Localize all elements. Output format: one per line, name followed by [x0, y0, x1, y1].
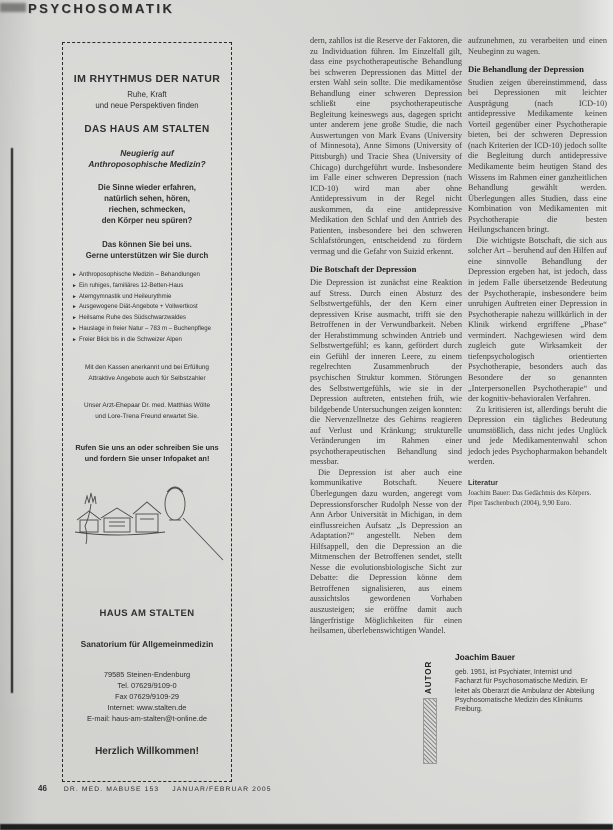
ad-cando-line: Gerne unterstützen wir Sie durch — [85, 251, 209, 260]
ad-email: E-mail: haus-am-stalten@t-online.de — [86, 713, 208, 723]
article-paragraph: dern, zahllos ist die Reserve der Faktoren, die zu Individuation führen. Im Einzelfall gilt, dass eine psychotherapeutische Behandlung bei schweren Depressionen das Mittel der ersten Wahl sein sollte. Die medikamentöse Behandlung einer schweren Depression schließt eine psychotherapeutische Begleitung keineswegs aus, dagegen spricht unter anderem jene große Studie, die nach Auswertungen von Mark Evans (University of Minnesota), Anne Simons (University of Pittsburgh) und Tracie Shea (University of Chicago) durchgeführt wurde. Insbesondere im Falle einer schweren Depression (nach ICD-10) wird man aber ohne Antidepressivum in der Regel nicht auskommen, da eine antidepressive Medikation den Schlaf und den Antrieb des Patienten, insbesondere bei den schweren Schlafstörungen, entscheidend zu fördern vermag und die Gefahr von Suizid erkennt. — [310, 36, 462, 256]
arrow-icon: ► — [72, 304, 77, 311]
advert-box — [62, 42, 232, 782]
arrow-icon: ► — [72, 282, 77, 289]
ad-kassen-line: Mit den Kassen anerkannt und bei Erfüllung — [85, 363, 209, 371]
ad-call-line: und fordern Sie unser Infopaket an! — [84, 453, 210, 463]
ad-bullet-item — [72, 270, 222, 281]
ad-question-line: Anthroposophische Medizin? — [88, 159, 206, 169]
ad-bullet-text: Ausgewogene Diät-Angebote + Vollwertkost — [78, 303, 198, 311]
ad-team-line: und Lore-Trena Freund erwartet Sie. — [95, 412, 199, 420]
ad-sanatorium-type: Sanatorium für Allgemeinmedizin — [80, 638, 214, 649]
ad-bullet-text: Anthroposophische Medizin – Behandlungen — [78, 271, 200, 278]
ad-kassen-line: Attraktive Angebote auch für Selbstzahler — [88, 374, 206, 382]
article-paragraph: Die wichtigste Botschaft, die sich aus solcher Art – beruhend auf den Hilfen auf eine sinnvolle Behandlung der Depression ergeben hat, ist jedoch, dass in jedem Falle übersetzende Bedeutung der Psychotherapie, insbesondere beim unruhigen Auftreten einer Depression in Psychotherapie nahezu willkürlich in der Klinik wirkend ergriffene „Phase“ vermindert. Nachgewiesen wird dem zugleich gute Wirksamkeit der tiefenpsychologisch orientierten Psychotherapie, besonders auch das Besondere der so genannten „Interpersonellen Psychotherapie“ und der kognitiv-behavioralen Verfahren. — [468, 235, 607, 404]
author-name: Joachim Bauer — [455, 652, 516, 662]
arrow-icon: ► — [72, 336, 77, 343]
ad-bullet-text: Atemgymnastik und Heileurythmie — [78, 292, 172, 300]
ad-senses-line: den Körper neu spüren? — [101, 216, 193, 225]
scan-smudge — [0, 3, 26, 12]
ad-phone: Tel. 07629/9109-0 — [117, 680, 177, 690]
article-paragraph: aufzunehmen, zu verarbeiten und einen Neubeginn zu wagen. — [468, 36, 607, 56]
ad-sanatorium-name: HAUS AM STALTEN — [99, 607, 195, 619]
article-paragraph: Die Depression ist aber auch eine kommunikative Botschaft. Neuere Überlegungen dazu wurden, angeregt vom Depressionsforscher Rudolph Nesse von der Ann Arbor Universität in Michigan, in dem einflussreichen Aufsatz „Is Depression an Adaptation?“ angestellt. Neben dem Hilfsappell, den die Depression an die Mitmenschen der Betroffenen sendet, stellt Nesse die evolutionsbiologische Sicht zur Debatte: die Depression könne dem Betroffenen signalisieren, aus einem aussichtslos gewordenen Vorhaben auszusteigen; sie eröffne damit auch längerfristige Möglichkeiten für einen heilsamen, überlebenswichtigen Wandel. — [310, 467, 462, 636]
ad-bullet-text: Ein ruhiges, familiäres 12-Betten-Haus — [78, 281, 184, 289]
article-paragraph: Zu kritisieren ist, allerdings beruht die Depression ein tägliches Bedeutung unumstößlich, dass nicht jedes Unglück und jede Medikamentenwahl schon jedoch jedes Psychopharmakon behandelt werden. — [468, 404, 607, 467]
section-kicker: PSYCHOSOMATIK — [28, 1, 175, 16]
article-column-right — [468, 36, 607, 508]
footer-journal: DR. MED. MABUSE 153 — [63, 786, 160, 793]
ad-team-line: Unser Arzt-Ehepaar Dr. med. Matthias Wölte — [83, 401, 211, 409]
ad-bullet-list — [71, 270, 223, 346]
ad-bullet-item — [72, 335, 222, 346]
scan-edge-line — [11, 148, 13, 693]
literature-reference: Joachim Bauer: Das Gedächtnis des Körpers. Piper Taschenbuch (2004), 9,90 Euro. — [468, 490, 592, 507]
ad-bullet-item — [72, 324, 222, 335]
ad-title: IM RHYTHMUS DER NATUR — [73, 73, 221, 85]
author-box — [422, 652, 607, 714]
ad-call-line: Rufen Sie uns an oder schreiben Sie uns — [75, 442, 219, 452]
author-vertical-label: AUTOR — [424, 660, 433, 694]
ad-bullet-item — [72, 292, 222, 303]
arrow-icon: ► — [72, 272, 77, 278]
ad-address: 79585 Steinen-Endenburg — [103, 669, 191, 679]
literature-heading: Literatur — [468, 477, 498, 487]
arrow-icon: ► — [72, 325, 77, 332]
article-paragraph: Studien zeigen übereinstimmend, dass bei Depressionen mit leichter Ausprägung (nach ICD-10) antidepressive Medikamente keinen Vorteil gegenüber einer Psychotherapie bieten, bei der schweren Depression (nach Kriterien der ICD-10) jedoch sollte die Begleitung durch antidepressive Medikamente beim heutigen Stand des Wissens im Rahmen einer ganzheitlichen Behandlung gewählt werden. Überlegungen alles Studien, dass eine Kombination von Medikamenten mit Psychotherapie die besten Heilungschancen bringt. — [468, 77, 607, 235]
ad-senses-line: natürlich sehen, hören, — [104, 194, 190, 203]
ad-bullet-text: Heilsame Ruhe des Südschwarzwaldes — [78, 314, 186, 322]
article-paragraph: Die Depression ist zunächst eine Reaktion auf Stress. Durch einen Absturz des Selbstwertgefühls, der den Kern einer depressiven Krise ausmacht, trifft sie den Betroffenen in der Verwundbarkeit. Neben der Herabstimmung schwinden Antrieb und Selbstwertgefühl; es kann, gefördert durch ein Gefühl der inneren Leere, zu einem regelrechten Zusammenbruch der psychischen Struktur kommen. Störungen des Selbstwertgefühls, wie sie in der Depression auftreten, entstehen früh, wie bildgebende Untersuchungen zeigen konnten: die Nervenzellnetze des Gehirns reagieren auf Verlust und Kränkung; strukturelle Veränderungen im Rahmen einer psychotherapeutischen Behandlung sind messbar. — [310, 278, 462, 467]
author-tab — [422, 652, 437, 764]
hatch-pattern — [423, 698, 437, 764]
article-column-left — [310, 36, 462, 637]
ad-senses-line: Die Sinne wieder erfahren, — [98, 183, 196, 192]
author-bio: geb. 1951, ist Psychiater, Internist und Facharzt für Psychosomatische Medizin. Er leitet als Oberarzt die Ambulanz der Abteilung Psychosomatische Medizin des Klinikums Freiburg. — [455, 669, 595, 714]
ad-website: Internet: www.stalten.de — [107, 702, 187, 712]
ad-subtitle-line: Ruhe, Kraft — [127, 90, 167, 99]
ad-fax: Fax 07629/9109-29 — [114, 691, 180, 701]
footer-issue: JANUAR/FEBRUAR 2005 — [172, 786, 272, 793]
ad-welcome-text: Herzlich Willkommen! — [95, 745, 199, 757]
ad-question-line: Neugierig auf — [120, 148, 174, 158]
article-heading-botschaft: Die Botschaft der Depression — [310, 264, 417, 275]
ad-house-name: DAS HAUS AM STALTEN — [84, 124, 210, 135]
ad-cando-line: Das können Sie bei uns. — [102, 240, 192, 249]
scan-bottom-band — [0, 824, 613, 830]
ad-bullet-text: Freier Blick bis in die Schweizer Alpen — [78, 335, 182, 343]
ad-senses-line: riechen, schmecken, — [108, 205, 186, 214]
arrow-icon: ► — [72, 315, 77, 322]
arrow-icon: ► — [72, 293, 77, 300]
article-heading-behandlung: Die Behandlung der Depression — [468, 64, 584, 75]
ad-bullet-item — [72, 313, 222, 324]
ad-bullet-text: Hauslage in freier Natur – 783 m – Buchenpflege — [78, 324, 212, 332]
ad-bullet-item — [72, 302, 222, 313]
page-footer — [38, 784, 272, 793]
page-number: 46 — [38, 784, 47, 793]
ad-subtitle-line: und neue Perspektiven finden — [95, 100, 199, 110]
house-sketch-illustration — [71, 474, 223, 602]
ad-bullet-item — [72, 281, 222, 292]
